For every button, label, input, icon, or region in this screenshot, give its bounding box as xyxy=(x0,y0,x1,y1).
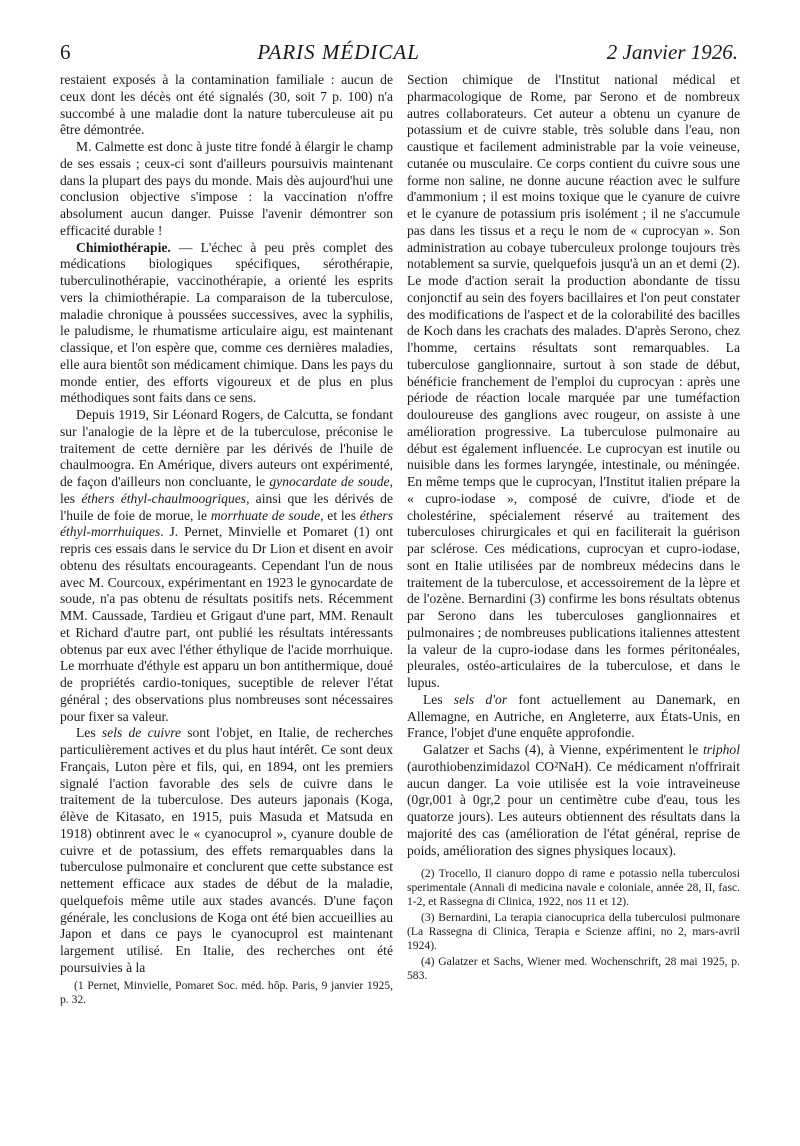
paragraph: M. Calmette est donc à juste titre fondé à élargir le champ de ses essais ; ceux-ci sont d'ailleurs poursuivis maintenant dans la plupart des pays du monde. Mais dès aujourd'hui une conclusion objective s'impose : la vaccination n'offre absolument aucun danger. Puisse l'avenir démontrer son efficacité durable ! xyxy=(60,139,393,238)
footnote: (4) Galatzer et Sachs, Wiener med. Wochenschrift, 28 mai 1925, p. 583. xyxy=(407,955,740,983)
paragraph xyxy=(60,725,393,976)
paragraph-text: — L'échec à peu près complet des médications biologiques spécifiques, sérothérapie, tuberculinothérapie, vaccinothérapie, a orienté les esprits vers la chimiothérapie. La comparaison de la tuberculose, maladie chronique à poussées successives, avec la syphilis, le paludisme, le rhumatisme articulaire aigu, est maintenant classique, et l'on espère que, comme ces dernières maladies, elle aura bientôt son médicament chimique. Dans les pays du monde entier, des efforts vigoureux et de plus en plus méthodiques sont faits dans ce sens. xyxy=(60,239,393,406)
italic-term: morrhuate de soude xyxy=(210,507,321,523)
italic-term: gynocardate de soude xyxy=(269,474,390,489)
section-heading: Chimiothérapie. xyxy=(76,239,171,255)
issue-date: 2 Janvier 1926. xyxy=(606,40,738,64)
footnote-separator xyxy=(407,859,740,865)
paragraph xyxy=(60,407,393,725)
text-run: Les xyxy=(423,691,454,707)
paragraph xyxy=(407,692,740,742)
page-header xyxy=(60,40,738,64)
footnotes xyxy=(60,979,393,1007)
section-paragraph xyxy=(60,240,393,408)
italic-term: sels d'or xyxy=(453,691,508,707)
italic-term: éthers éthyl-chaulmoogriques xyxy=(81,490,247,506)
text-run: sont l'objet, en Italie, de recherches particulièrement actives et du plus haut intérêt. Ce sont deux Français, Luton père et fils, qui, en 1894, ont les premiers signalé l'action favorable des sels de cuivre dans le traitement de la tuberculose. Des auteurs japonais (Koga, élève de Kitasato, en 1915, puis Masuda et Matsuda en 1918) obtinrent avec le « cyanocuprol », cyanure double de cuivre et de potassium, des effets remarquables dans la tuberculose pulmonaire et conclurent que cette substance est nettement efficace aux stades de début de la maladie, quelquefois même utile aux stades avancés. D'une façon générale, les conclusions de Koga ont été bien accueillies au Japon et dans ce pays le cyanocuprol est maintenant largement utilisé. En Italie, des recherches ont été poursuivies à la xyxy=(60,725,393,975)
text-run: font actuellement au Danemark, en Allemagne, en Autriche, en Angleterre, aux États-Unis, en France, l'objet d'une enquête approfondie. xyxy=(407,691,740,741)
text-run: . J. Pernet, Minvielle et Pomaret (1) ont repris ces essais dans le service du Dr Lion et disent en avoir obtenu des résultats encourageants. Cependant l'un de nous avec M. Courcoux, expérimentant en 1923 le gynocardate de soude, n'a pas obtenu de résultats positifs nets. Récemment MM. Caussade, Tardieu et Grigaut d'une part, MM. Renault et Richard d'autre part, ont publié les résultats intéressants obtenus par eux avec l'éther éthylique de l'acide morrhuique. Le morrhuate d'éthyle est apparu un bon antithermique, doué de propriétés cardio-toniques, suceptible de relever l'état général ; des observations plus nombreuses sont nécessaires pour fixer sa valeur. xyxy=(60,524,393,724)
text-run: , et les xyxy=(320,507,360,523)
text-run: , ainsi que les dérivés de l'huile de foie de morue, le xyxy=(60,490,393,523)
right-column xyxy=(407,72,740,985)
paragraph: restaient exposés à la contamination familiale : aucun de ceux dont les décès ont été signalés (30, soit 7 p. 100) n'a succombé à une maladie dont la nature tuberculeuse ait pu être démontrée. xyxy=(60,72,393,138)
italic-term: triphol xyxy=(702,742,740,757)
text-run: Depuis 1919, Sir Léonard Rogers, de Calcutta, se fondant sur l'analogie de la lèpre et de la tuberculose, préconise le traitement de cette dernière par les dérivés de l'huile de chaulmoogra. En Amérique, divers auteurs ont expérimenté, de façon d'ailleurs non concluante, le xyxy=(60,407,393,489)
footnote: (2) Trocello, Il cianuro doppo di rame e potassio nella tuberculosi sperimentale (Annali di medicina navale e coloniale, année 28, II, fasc. 1-2, et Rassegna di Clinica, 1922, nos 11 et 12). xyxy=(407,867,740,909)
paragraph: Section chimique de l'Institut national médical et pharmacologique de Rome, par Serono et de nombreux autres collaborateurs. Cet auteur a obtenu un cyanure de potassium et de cuivre stable, très soluble dans l'eau, non caustique et facilement administrable par la voie veineuse, cutanée ou musculaire. Ce corps contient du cuivre sous une forme non saline, ne donne aucune réaction avec le sulfure d'ammonium ; il est moins toxique que le cyanure de cuivre et le cyanure de potassium pris isolément ; il ne s'accumule pas dans les tissus et a reçu le nom de « cuprocyan ». Son administration au cobaye tuberculeux prolonge toujours très notablement sa survie, quelquefois jusqu'à un an et demi (2). Le mode d'action serait la production abondante de tissu conjonctif au sein des foyers bacillaires et l'on peut constater des modifications de l'aspect et de la colorabilité des bacilles de Koch dans les crachats des malades. D'après Serono, chez l'homme, certains résultats sont remarquables. La tuberculose ganglionnaire, surtout à son stade de début, bénéficie franchement de l'emploi du cuprocyan : après une période de réaction locale marquée par une tuméfaction douloureuse des ganglions avec rougeur, on assiste à une amélioration progressive. La tuberculose pulmonaire au début est également influencée. Le cuprocyan est inutile ou nuisible dans les formes laryngée, intestinale, ou méningée. En même temps que le cuprocyan, l'Institut italien prépare la « cupro-iodase », composé de cuivre, d'iode et de cholestérine, spécialement réservé au traitement des tuberculoses chirurgicales et qui en faciliterait la guérison par sclérose. Ces médications, cuprocyan et cupro-iodase, sont en Italie utilisées par de nombreux médecins dans le traitement de la tuberculose, et accessoirement de la lèpre et de l'ozène. Bernardini (3) confirme les bons résultats obtenus par Serono dans les tuberculoses ganglionnaires et pulmonaires ; de nombreuses publications italiennes attestent la valeur de la cupro-iodase dans les formes péritonéales, pleurales, ostéo-articulaires de la tuberculose, et dans le lupus. xyxy=(407,72,740,690)
left-column xyxy=(60,72,393,1009)
footnote: (3) Bernardini, La terapia cianocuprica della tuberculosi pulmonare (La Rassegna di Clinica, Terapia e Scienze affini, no 2, mars-avril 1924). xyxy=(407,911,740,953)
text-run: Les xyxy=(76,725,102,741)
text-run: , les xyxy=(60,474,393,506)
text-run: (aurothiobenzimidazol CO²NaH). Ce médicament n'offrirait aucun danger. La voie utilisée est la voie intraveineuse (0gr,001 à 0gr,2 pour un centimètre cube d'eau, tous les quatorze jours). Les auteurs obtiennent des résultats dans la majorité des cas (amélioration de l'état général, reprise de poids, amélioration des signes physiques locaux). xyxy=(407,758,740,858)
text-run: Galatzer et Sachs (4), à Vienne, expérimentent le xyxy=(423,742,703,757)
footnote: (1 Pernet, Minvielle, Pomaret Soc. méd. hôp. Paris, 9 janvier 1925, p. 32. xyxy=(60,978,393,1006)
journal-title: PARIS MÉDICAL xyxy=(257,40,420,64)
italic-term: éthers éthyl-morrhuiques xyxy=(60,507,393,540)
page-number: 6 xyxy=(60,40,71,64)
italic-term: sels de cuivre xyxy=(101,725,182,741)
paragraph xyxy=(407,742,740,859)
footnotes xyxy=(407,867,740,983)
